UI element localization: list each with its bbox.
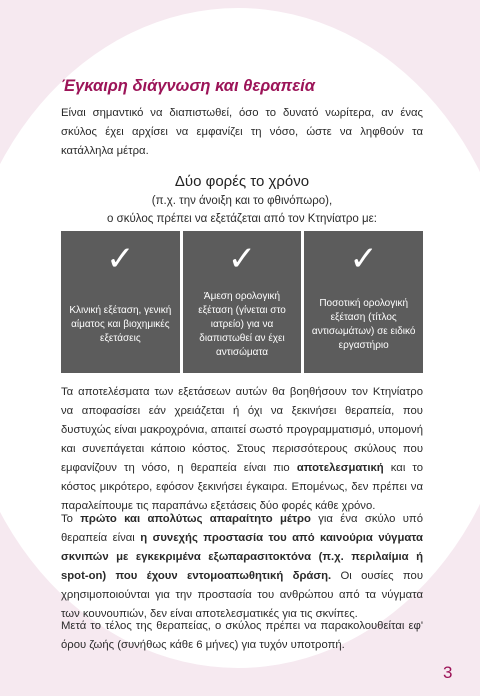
checkmark-icon: ✓ (227, 239, 257, 279)
exam-box-quantitative-serology (304, 231, 423, 373)
page-number: 3 (443, 663, 453, 682)
schedule-subtitle: (π.χ. την άνοιξη και το φθινόπωρο), (151, 195, 333, 207)
checkmark-icon: ✓ (349, 239, 378, 279)
exam-boxes (61, 231, 423, 373)
exam-box-label: Άμεση ορολογική εξέταση (γίνεται στο ιατρείο) για να διαπιστωθεί αν έχει αντισώματα (198, 291, 286, 358)
followup-paragraph: Μετά το τέλος της θεραπείας, ο σκύλος πρέπει να παρακολουθείται εφ' όρου ζωής (συνήθως κάθε 6 μήνες) για τυχόν υποτροπή. (61, 620, 423, 651)
schedule-title: Δύο φορές το χρόνο (174, 173, 310, 190)
exam-box-label: Κλινική εξέταση, γενική αίματος και βιοχημικές εξετάσεις (69, 305, 172, 344)
exam-box-label: Ποσοτική ορολογική εξέταση (τίτλος αντισωμάτων) σε ειδικό εργαστήριο (311, 298, 416, 351)
exam-box-rapid-serology (183, 231, 302, 373)
protection-paragraph: Το πρώτο και απολύτως απαραίτητο μέτρο για ένα σκύλο υπό θεραπεία είναι η συνεχής προστασία του από καινούρια νύγματα σκνιπών με εγκεκριμένα εξωπαρασιτοκτόνα (π.χ. περιλαίμια ή spot-on) που έχουν εντομοαπωθητική δράση. Οι ουσίες που χρησιμοποιούνται για την προστασία του ανθρώπου από τα νύγματα των κουνουπιών, δεν είναι αποτελεσματικές για τις σκνίπες. (61, 513, 423, 620)
intro-paragraph: Είναι σημαντικό να διαπιστωθεί, όσο το δυνατό νωρίτερα, αν ένας σκύλος έχει αρχίσει να εμφανίζει τη νόσο, ώστε να ληφθούν τα κατάλληλα μέτρα. (61, 107, 423, 157)
schedule-instruction: ο σκύλος πρέπει να εξετάζεται από τον Κτηνίατρο με: (107, 213, 377, 225)
exam-box-clinical (61, 231, 180, 373)
checkmark-icon: ✓ (106, 239, 135, 279)
results-paragraph: Τα αποτελέσματα των εξετάσεων αυτών θα βοηθήσουν τον Κτηνίατρο να αποφασίσει εάν χρειάζεται ή όχι να ξεκινήσει θεραπεία, που δυστυχώς είναι μακροχρόνια, απαιτεί σωστό προγραμματισμό, υπομονή και συνεπάγεται κάποιο κόστος. Στους περισσότερους σκύλους που εμφανίζουν τη νόσο, η θεραπεία είναι πιο αποτελεσματική και το κόστος μικρότερο, εφόσον ξεκινήσει έγκαιρα. Επομένως, δεν πρέπει να παραλείπουμε τις παραπάνω εξετάσεις δύο φορές κάθε χρόνο. (61, 386, 424, 512)
section-heading: Έγκαιρη διάγνωση και θεραπεία (61, 77, 315, 95)
